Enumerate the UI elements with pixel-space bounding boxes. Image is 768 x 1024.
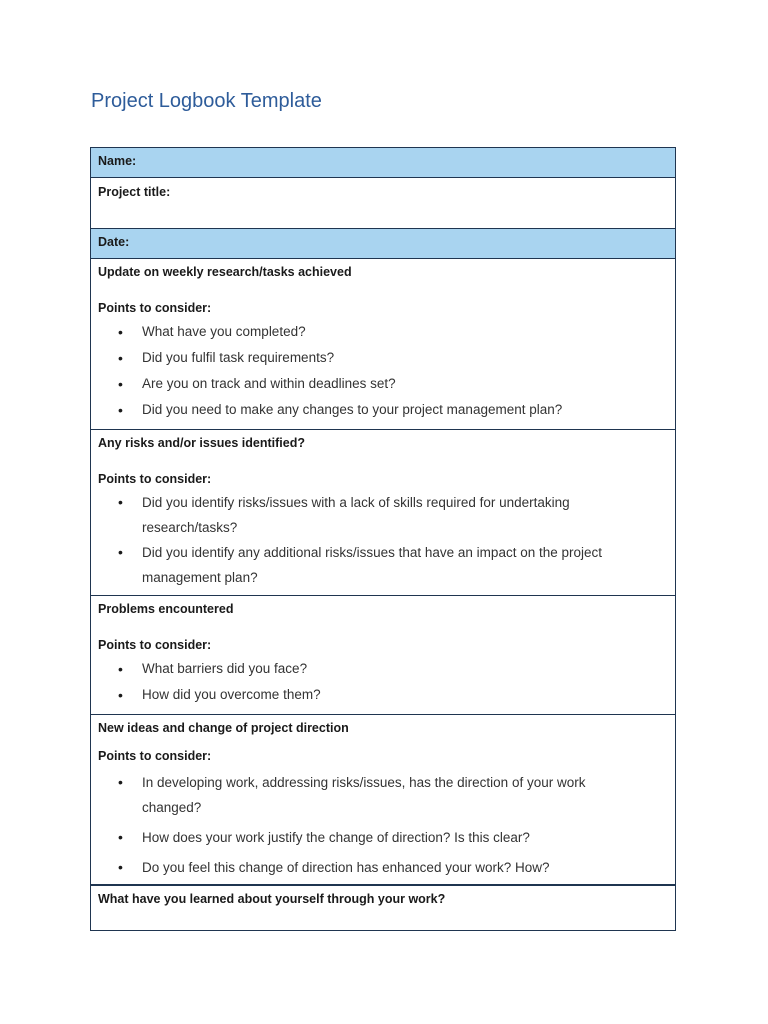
points-list: [98, 656, 668, 708]
section-heading: New ideas and change of project direction: [98, 721, 349, 735]
list-item: • How did you overcome them?: [98, 682, 668, 708]
risks-issues-section[interactable]: [91, 430, 675, 596]
project-title-field-row[interactable]: [91, 178, 675, 229]
list-item: • Did you fulfil task requirements?: [98, 345, 668, 371]
section-heading: Any risks and/or issues identified?: [98, 436, 306, 450]
list-item: • Did you identify any additional risks/issues that have an impact on the project management plan?: [98, 540, 668, 590]
list-item: • Did you need to make any changes to your project management plan?: [98, 397, 668, 423]
date-field-label: Date:: [98, 235, 130, 249]
list-item: • Did you identify risks/issues with a lack of skills required for undertaking research/tasks?: [98, 490, 668, 540]
name-field-row[interactable]: [91, 148, 675, 178]
new-ideas-section[interactable]: [91, 715, 675, 886]
section-heading: Problems encountered: [98, 602, 234, 616]
section-heading: What have you learned about yourself through your work?: [98, 892, 446, 906]
section-heading: Update on weekly research/tasks achieved: [98, 265, 352, 279]
points-to-consider-label: Points to consider:: [98, 638, 212, 652]
self-reflection-section[interactable]: [91, 886, 675, 930]
points-to-consider-label: Points to consider:: [98, 301, 212, 315]
logbook-table: [90, 147, 676, 931]
page-title: Project Logbook Template: [91, 90, 322, 112]
project-title-field-label: Project title:: [98, 185, 171, 199]
date-field-row[interactable]: [91, 229, 675, 259]
list-item: • How does your work justify the change of direction? Is this clear?: [98, 825, 668, 850]
points-list: [98, 490, 668, 590]
points-to-consider-label: Points to consider:: [98, 749, 212, 763]
name-field-label: Name:: [98, 154, 137, 168]
weekly-update-section[interactable]: [91, 259, 675, 430]
list-item: • Do you feel this change of direction has enhanced your work? How?: [98, 855, 668, 880]
points-list: [98, 319, 668, 423]
problems-encountered-section[interactable]: [91, 596, 675, 715]
list-item: • What barriers did you face?: [98, 656, 668, 682]
list-item: • What have you completed?: [98, 319, 668, 345]
list-item: • In developing work, addressing risks/issues, has the direction of your work changed?: [98, 770, 668, 820]
points-to-consider-label: Points to consider:: [98, 472, 212, 486]
list-item: • Are you on track and within deadlines set?: [98, 371, 668, 397]
points-list: [98, 770, 668, 880]
